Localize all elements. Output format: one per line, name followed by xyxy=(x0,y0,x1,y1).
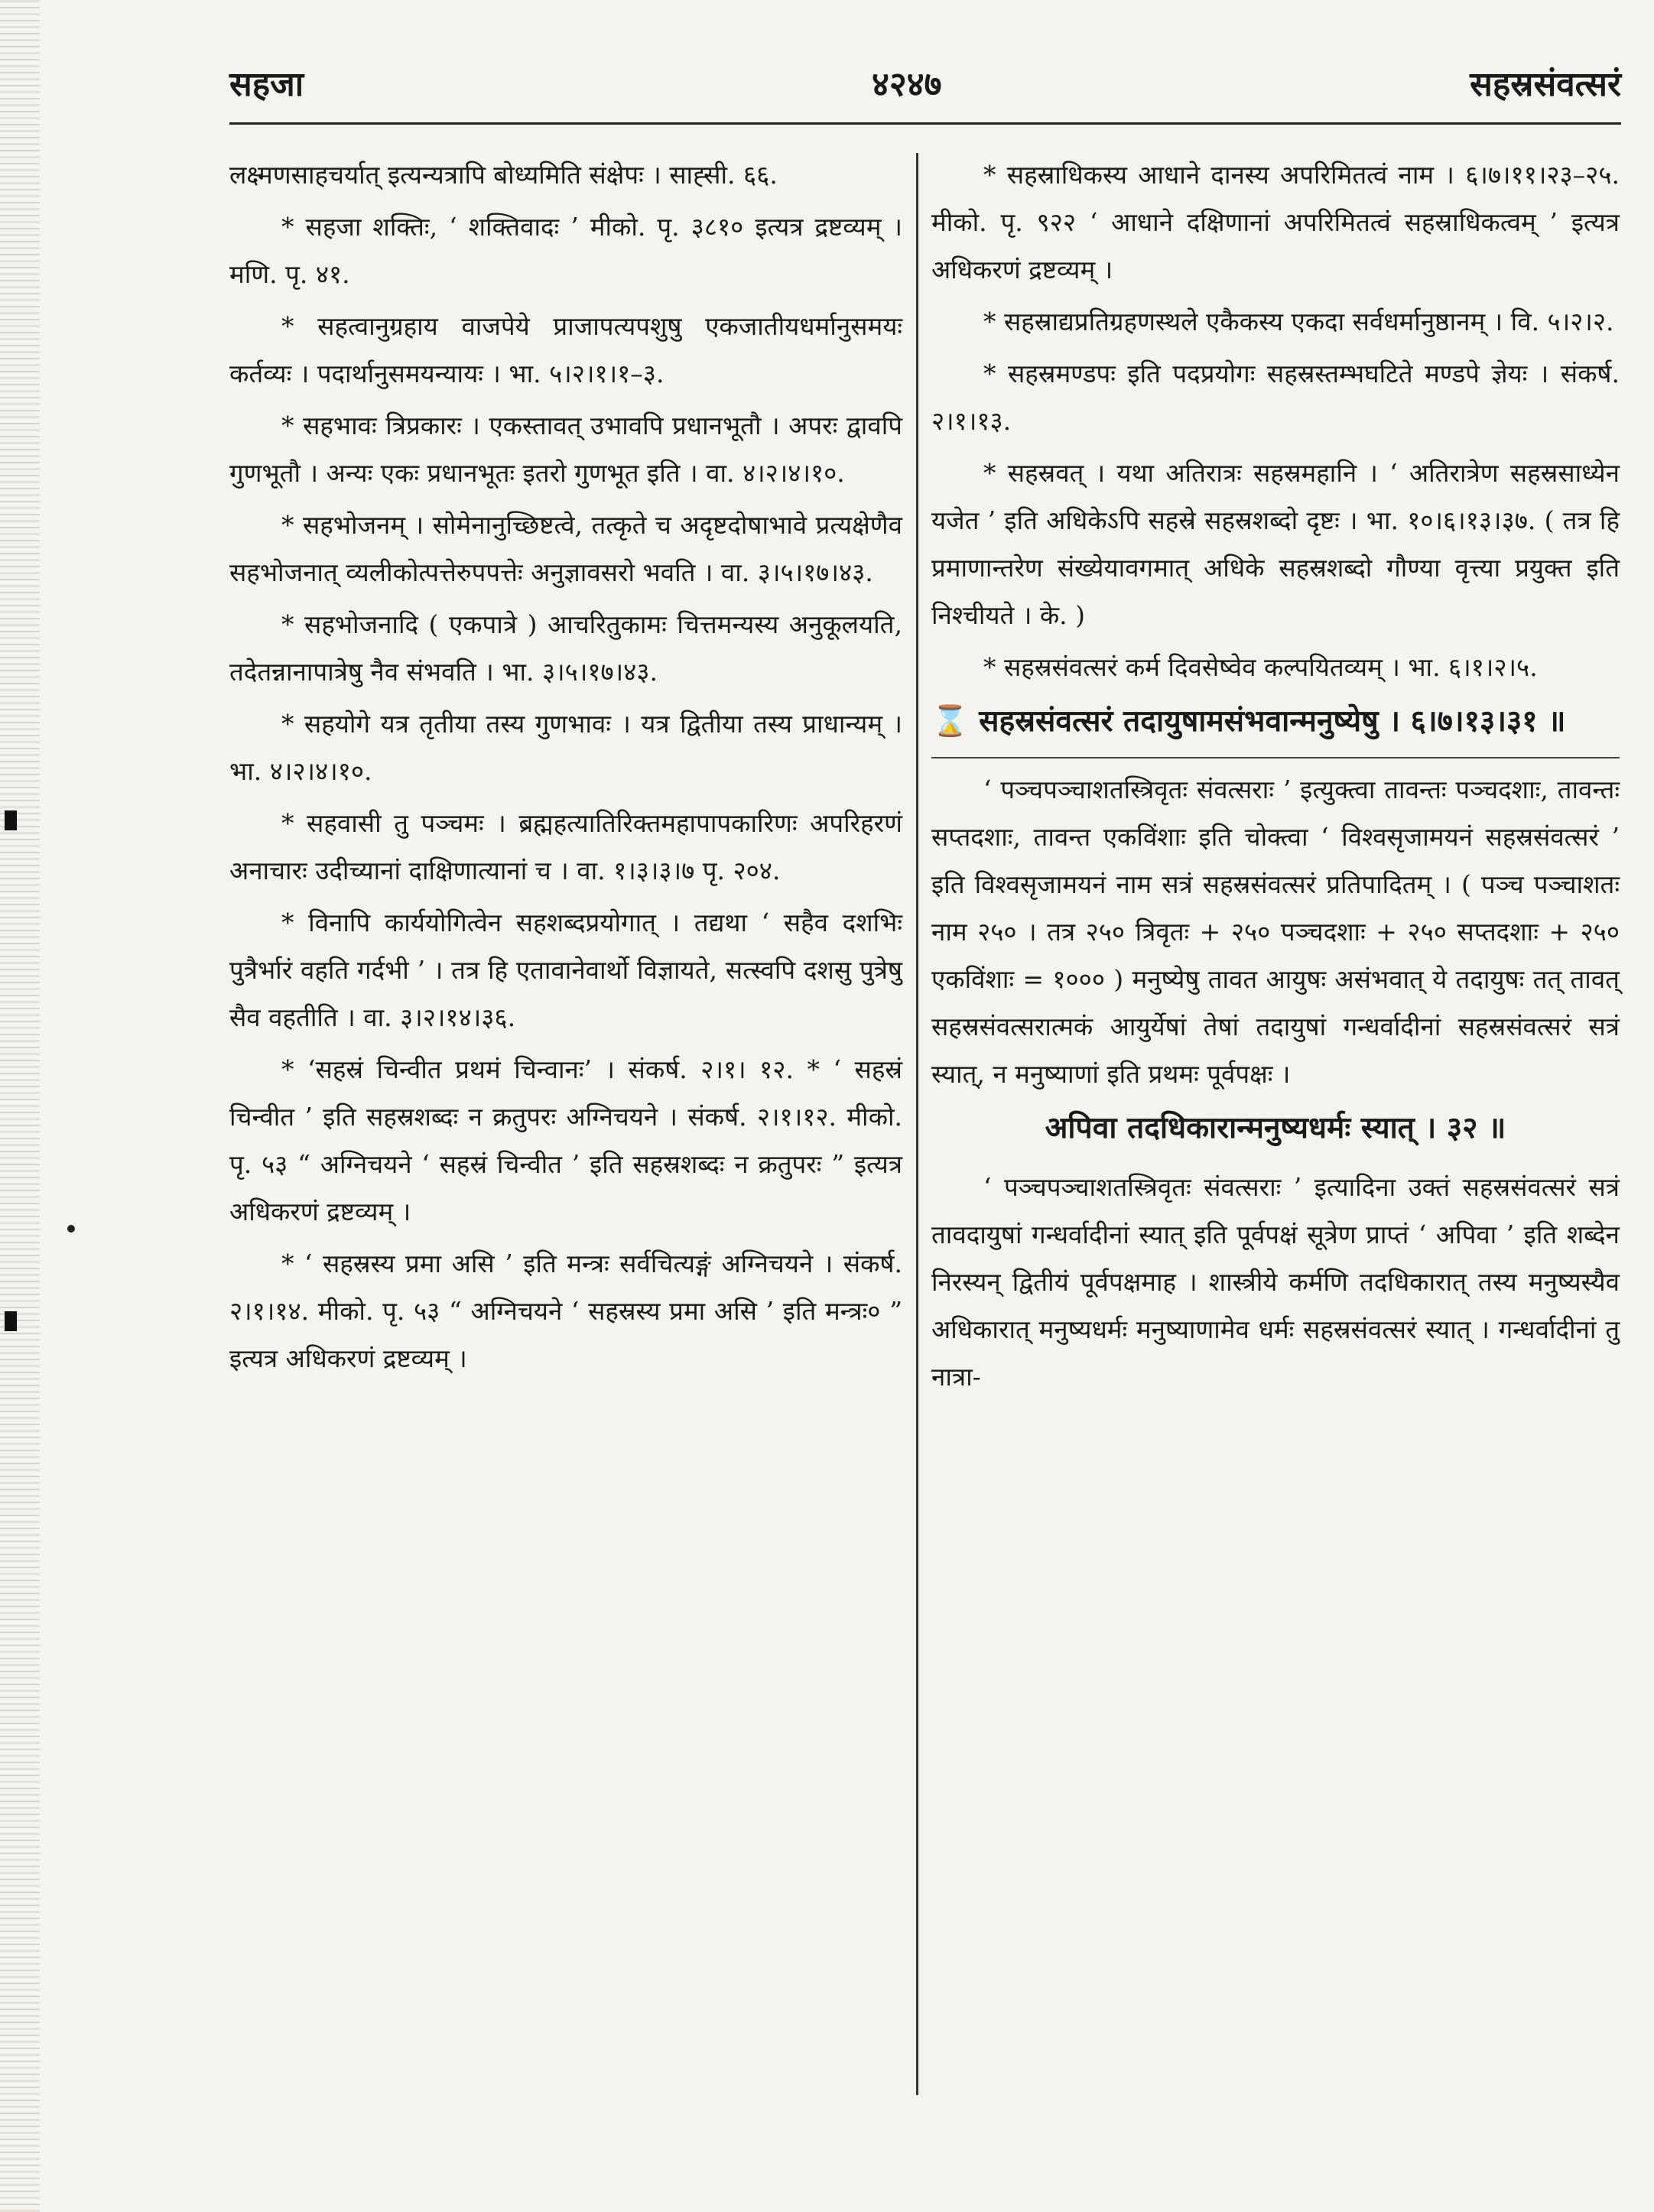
commentary: ‘ पञ्चपञ्चाशतस्त्रिवृतः संवत्सराः ’ इत्युक्त्वा तावन्तः पञ्चदशाः, तावन्तः सप्तदशाः, तावन्त एकविंशाः इति चोक्त्वा ‘ विश्वसृजामयनं सहस्रसंवत्सरं ’ इति विश्वसृजामयनं नाम सत्रं सहस्रसंवत्सरं प्रतिपादितम् । ( पञ्च पञ्चाशतः नाम २५० । तत्र २५० त्रिवृतः + २५० पञ्चदशाः + २५० सप्तदशाः + २५० एकविंशाः = १००० ) मनुष्येषु तावत आयुषः असंभवात् ये तदायुषः तत् तावत् सहस्रसंवत्सरात्मकं आयुर्येषां तेषां तदायुषां गन्धर्वादीनां सहस्रसंवत्सरं सत्रं स्यात्, न मनुष्याणां इति प्रथमः पूर्वपक्षः । xyxy=(931,775,1620,1089)
right-column xyxy=(931,151,1620,1405)
ink-dot xyxy=(67,1225,75,1233)
entry: * ‘सहस्रं चिन्वीत प्रथमं चिन्वानः’ । संकर्ष. २।१। १२. * ‘ सहस्रं चिन्वीत ’ इति सहस्रशब्दः न क्रतुपरः अग्निचयने । संकर्ष. २।१।१२. मीको. पृ. ५३ “ अग्निचयने ‘ सहस्रं चिन्वीत ’ इति सहस्रशब्दः न क्रतुपरः ” इत्यत्र अधिकरणं द्रष्टव्यम् । xyxy=(229,1054,902,1226)
scan-mark xyxy=(5,810,17,830)
header-rule xyxy=(229,122,1621,125)
entry: * सहजा शक्तिः, ‘ शक्तिवादः ’ मीको. पृ. ३८१० इत्यत्र द्रष्टव्यम् । मणि. पृ. ४१. xyxy=(229,212,902,289)
entry: * विनापि कार्ययोगित्वेन सहशब्दप्रयोगात् । तद्यथा ‘ सहैव दशभिः पुत्रैर्भारं वहति गर्दभी ’ । तत्र हि एतावानेवार्थो विज्ञायते, सत्स्वपि दशसु पुत्रेषु सैव वहतीति । वा. ३।२।१४।३६. xyxy=(229,908,902,1032)
entry: * सहत्वानुग्रहाय वाजपेये प्राजापत्यपशुषु एकजातीयधर्मानुसमयः कर्तव्यः । पदार्थानुसमयन्यायः । भा. ५।२।१।१–३. xyxy=(229,311,902,388)
left-column xyxy=(229,151,902,1387)
entry: * सहभावः त्रिप्रकारः । एकस्तावत् उभावपि प्रधानभूतौ । अपरः द्वावपि गुणभूतौ । अन्यः एकः प्रधानभूतः इतरो गुणभूत इति । वा. ४।२।४।१०. xyxy=(229,411,902,488)
entry: * सहस्राद्यप्रतिग्रहणस्थले एकैकस्य एकदा सर्वधर्मानुष्ठानम् । वि. ५।२।२. xyxy=(983,307,1614,336)
commentary: ‘ पञ्चपञ्चाशतस्त्रिवृतः संवत्सराः ’ इत्यादिना उक्तं सहस्रसंवत्सरं सत्रं तावदायुषां गन्धर्वादीनां स्यात् इति पूर्वपक्षं सूत्रेण प्राप्तं ‘ अपिवा ’ इति शब्देन निरस्यन् द्वितीयं पूर्वपक्षमाह । शास्त्रीये कर्मणि तदधिकारात् तस्य मनुष्यस्यैव अधिकारात् मनुष्यधर्मः मनुष्याणामेव धर्मः सहस्रसंवत्सरं स्यात् । गन्धर्वादीनां तु नात्रा- xyxy=(931,1172,1620,1392)
entry: * सहभोजनादि ( एकपात्रे ) आचरितुकामः चित्तमन्यस्य अनुकूलयति, तदेतन्नानापात्रेषु नैव संभवति । भा. ३।५।१७।४३. xyxy=(229,609,902,687)
entry: * सहयोगे यत्र तृतीया तस्य गुणभावः । यत्र द्वितीया तस्य प्राधान्यम् । भा. ४।२।४।१०. xyxy=(229,709,902,786)
scan-mark xyxy=(5,1311,17,1331)
page-number: ४२४७ xyxy=(872,65,942,104)
column-divider xyxy=(916,153,918,2095)
header-right-word: सहस्रसंवत्सरं xyxy=(1470,65,1621,104)
entry: * सहवासी तु पञ्चमः । ब्रह्महत्यातिरिक्तमहापापकारिणः अपरिहरणं अनाचारः उदीच्यानां दाक्षिणात्यानां च । वा. १।३।३।७ पृ. २०४. xyxy=(229,808,902,885)
entry: * सहस्राधिकस्य आधाने दानस्य अपरिमितत्वं नाम । ६।७।११।२३–२५. मीको. पृ. ९२२ ‘ आधाने दक्षिणानां अपरिमितत्वं सहस्राधिकत्वम् ’ इत्यत्र अधिकरणं द्रष्टव्यम् । xyxy=(931,160,1620,284)
entry: * सहस्रमण्डपः इति पदप्रयोगः सहस्रस्तम्भघटिते मण्डपे ज्ञेयः । संकर्ष. २।१।१३. xyxy=(931,359,1620,436)
page-header xyxy=(229,60,1621,121)
scan-edge xyxy=(0,0,40,2212)
entry: * ‘ सहस्रस्य प्रमा असि ’ इति मन्त्रः सर्वचित्यङ्गं अग्निचयने । संकर्ष. २।१।१४. मीको. पृ. ५३ “ अग्निचयने ‘ सहस्रस्य प्रमा असि ’ इति मन्त्रः० ” इत्यत्र अधिकरणं द्रष्टव्यम् । xyxy=(229,1249,902,1373)
entry: * सहभोजनम् । सोमेनानुच्छिष्टत्वे, तत्कृते च अदृष्टदोषाभावे प्रत्यक्षेणैव सहभोजनात् व्यलीकोत्पत्तेरुपपत्तेः अनुज्ञावसरो भवति । वा. ३।५।१७।४३. xyxy=(229,510,902,587)
sutra-heading: ⌛ सहस्रसंवत्सरं तदायुषामसंभवान्मनुष्येषु । ६।७।१३।३१ ॥ xyxy=(931,703,1566,739)
header-left-word: सहजा xyxy=(229,65,304,104)
sutra-heading: अपिवा तदधिकारान्मनुष्यधर्मः स्यात् । ३२ ॥ xyxy=(1045,1110,1506,1145)
entry: * सहस्रवत् । यथा अतिरात्रः सहस्रमहानि । ‘ अतिरात्रेण सहस्रसाध्येन यजेत ’ इति अधिकेऽपि सहस्रे सहस्रशब्दो दृष्टः । भा. १०।६।१३।३७. ( तत्र हि प्रमाणान्तरेण संख्येयावगमात् अधिके सहस्रशब्दो गौण्या वृत्त्या प्रयुक्त इति निश्चीयते । के. ) xyxy=(931,458,1620,630)
entry: * सहस्रसंवत्सरं कर्म दिवसेष्वेव कल्पयितव्यम् । भा. ६।१।२।५. xyxy=(983,652,1538,682)
sutra-rule xyxy=(931,757,1620,758)
entry: लक्ष्मणसाहचर्यात् इत्यन्यत्रापि बोध्यमिति संक्षेपः । साह्सी. ६६. xyxy=(229,160,778,190)
